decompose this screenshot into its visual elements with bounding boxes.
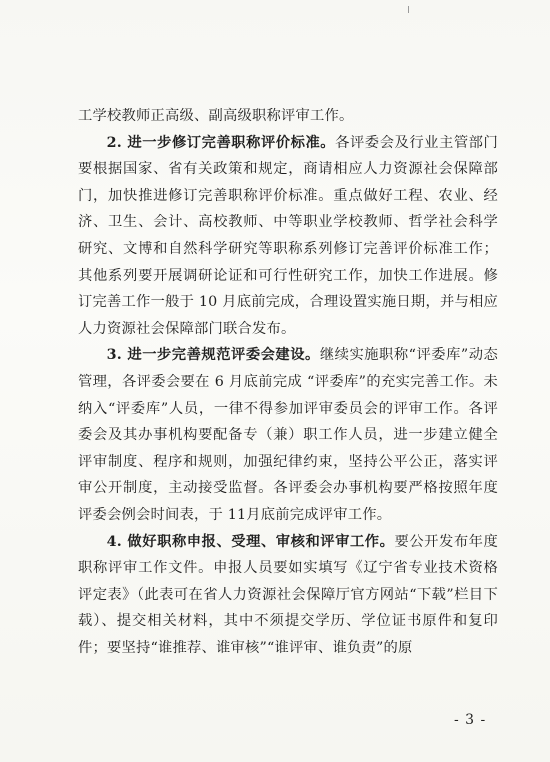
paragraph-text: 各评委会及行业主管部门要根据国家、省有关政策和规定，商请相应人力资源社会保障部门，加快推进修订完善职称评价标准。重点做好工程、农业、经济、卫生、会计、高校教师、中等职业学校教师、哲学社会科学研究、文博和自然科学研究等职称系列修订完善评价标准工作；其他系列要开展调研论证和可行性研究工作，加快工作进展。修订完善工作一般于 10 月底前完成，合理设置实施日期，并与相应人力资源社会保障部门联合发布。: [78, 134, 498, 337]
paragraph-3: [78, 342, 498, 528]
scan-mark: [408, 6, 409, 13]
paragraph-text: 工学校教师正高级、副高级职称评审工作。: [78, 108, 354, 124]
paragraph-continuation: [78, 103, 498, 130]
paragraph-heading: 4. 做好职称申报、受理、审核和评审工作。: [106, 533, 395, 550]
paragraph-2: [78, 130, 498, 343]
body-text: [78, 103, 498, 661]
paragraph-text: 要公开发布年度职称评审工作文件。申报人员要如实填写《辽宁省专业技术资格评定表》（此表可在省人力资源社会保障厅官方网站“下载”栏目下载）、提交相关材料，其中不须提交学历、学位证书原件和复印件；要坚持“谁推荐、谁审核”“谁评审、谁负责”的原: [78, 533, 498, 656]
paragraph-text: 继续实施职称“评委库”动态管理，各评委会要在 6 月底前完成 “评委库”的充实完善工作。未纳入“评委库”人员，一律不得参加评审委员会的评审工作。各评委会及其办事机构要配备专（兼）职工作人员，进一步建立健全评审制度、程序和规则，加强纪律约束，坚持公平公正，落实评审公开制度，主动接受监督。各评委会办事机构要严格按照年度评委会例会时间表，于 11月底前完成评审工作。: [78, 347, 498, 523]
page-number: - 3 -: [454, 712, 487, 728]
paragraph-4: [78, 529, 498, 662]
paragraph-heading: 3. 进一步完善规范评委会建设。: [106, 347, 320, 364]
paragraph-heading: 2. 进一步修订完善职称评价标准。: [106, 134, 336, 151]
